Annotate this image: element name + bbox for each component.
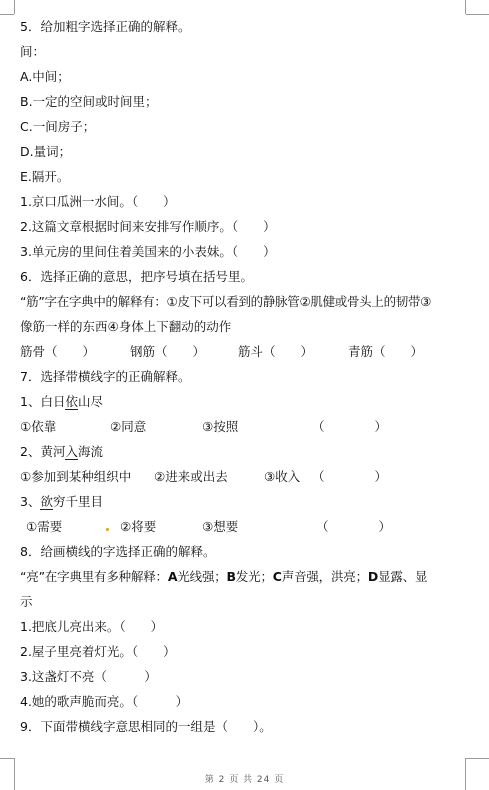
word-jingu: 筋骨（ ）: [20, 344, 96, 359]
choice-1: ①参加到某种组织中: [20, 469, 132, 484]
jin-word-row: [20, 344, 481, 360]
liang-definitions-cont: 示: [20, 594, 33, 609]
crop-mark: [0, 758, 14, 759]
choice-3: ③想要: [202, 519, 239, 534]
liang-sentence-2: 2.屋子里亮着灯光。（ ）: [20, 644, 176, 659]
option-a: A.中间；: [20, 69, 70, 84]
word-gangjin: 钢筋（ ）: [130, 344, 206, 359]
item-1-options: [20, 419, 481, 435]
question-6-heading: 6．选择正确的意思，把序号填在括号里。: [20, 269, 253, 284]
crop-mark: [0, 14, 14, 15]
question-7-heading: 7．选择带横线字的正确解释。: [20, 369, 191, 384]
crop-mark: [466, 758, 489, 759]
liang-sentence-1: 1.把底儿亮出来。（ ）: [20, 619, 164, 634]
crop-mark: [14, 0, 15, 14]
stray-dot: [106, 528, 109, 531]
choice-2: ②同意: [110, 419, 147, 434]
choice-3: ③按照: [202, 419, 239, 434]
liang-definitions: “亮”在字典里有多种解释：A光线强；B发光；C声音强，洪亮；D显露、显: [20, 569, 428, 584]
item-3-phrase: 3、欲穷千里目: [20, 494, 103, 509]
choice-2: ②进来或出去: [154, 469, 228, 484]
jin-definitions: “筋”字在字典中的解释有：①皮下可以看到的静脉管②肌健或骨头上的韧带③: [20, 294, 432, 309]
answer-bracket: （ ）: [312, 469, 388, 484]
option-b: B.一定的空间或时间里；: [20, 94, 158, 109]
item-1-phrase: 1、白日依山尽: [20, 394, 103, 409]
choice-1: ①依靠: [20, 419, 57, 434]
question-9-heading: 9．下面带横线字意思相同的一组是（ ）。: [20, 719, 272, 734]
choice-1: ①需要: [26, 519, 63, 534]
item-2-options: [20, 469, 481, 485]
underlined-char: 欲: [40, 494, 53, 509]
question-5-heading: 5．给加粗字选择正确的解释。: [20, 19, 191, 34]
liang-sentence-3: 3.这盏灯不亮（ ）: [20, 669, 157, 684]
word-jindou: 筋斗（ ）: [238, 344, 314, 359]
word-jian: 间：: [20, 44, 46, 59]
answer-bracket: （ ）: [316, 519, 392, 534]
underlined-char: 入: [65, 444, 78, 459]
page-footer: 第 2 页 共 24 页: [204, 775, 285, 785]
sentence-1: 1.京口瓜洲一水间。（ ）: [20, 194, 176, 209]
crop-mark: [465, 0, 466, 14]
crop-mark: [466, 14, 489, 15]
jin-definitions-cont: 像筋一样的东西④身体上下翻动的动作: [20, 319, 232, 334]
question-8-heading: 8．给画横线的字选择正确的解释。: [20, 544, 216, 559]
liang-sentence-4: 4.她的歌声脆而亮。（ ）: [20, 694, 189, 709]
choice-2: ②将要: [120, 519, 157, 534]
option-e: E.隔开。: [20, 169, 70, 184]
item-3-options: [20, 519, 481, 535]
sentence-2: 2.这篇文章根据时间来安排写作顺序。（ ）: [20, 219, 276, 234]
option-d: D.量词；: [20, 144, 72, 159]
sentence-3: 3.单元房的里间住着美国来的小表妹。（ ）: [20, 244, 276, 259]
underlined-char: 依: [65, 394, 78, 409]
word-qingjin: 青筋（ ）: [348, 344, 424, 359]
option-c: C.一间房子；: [20, 119, 96, 134]
item-2-phrase: 2、黄河入海流: [20, 444, 103, 459]
answer-bracket: （ ）: [312, 419, 388, 434]
choice-3: ③收入: [264, 469, 301, 484]
